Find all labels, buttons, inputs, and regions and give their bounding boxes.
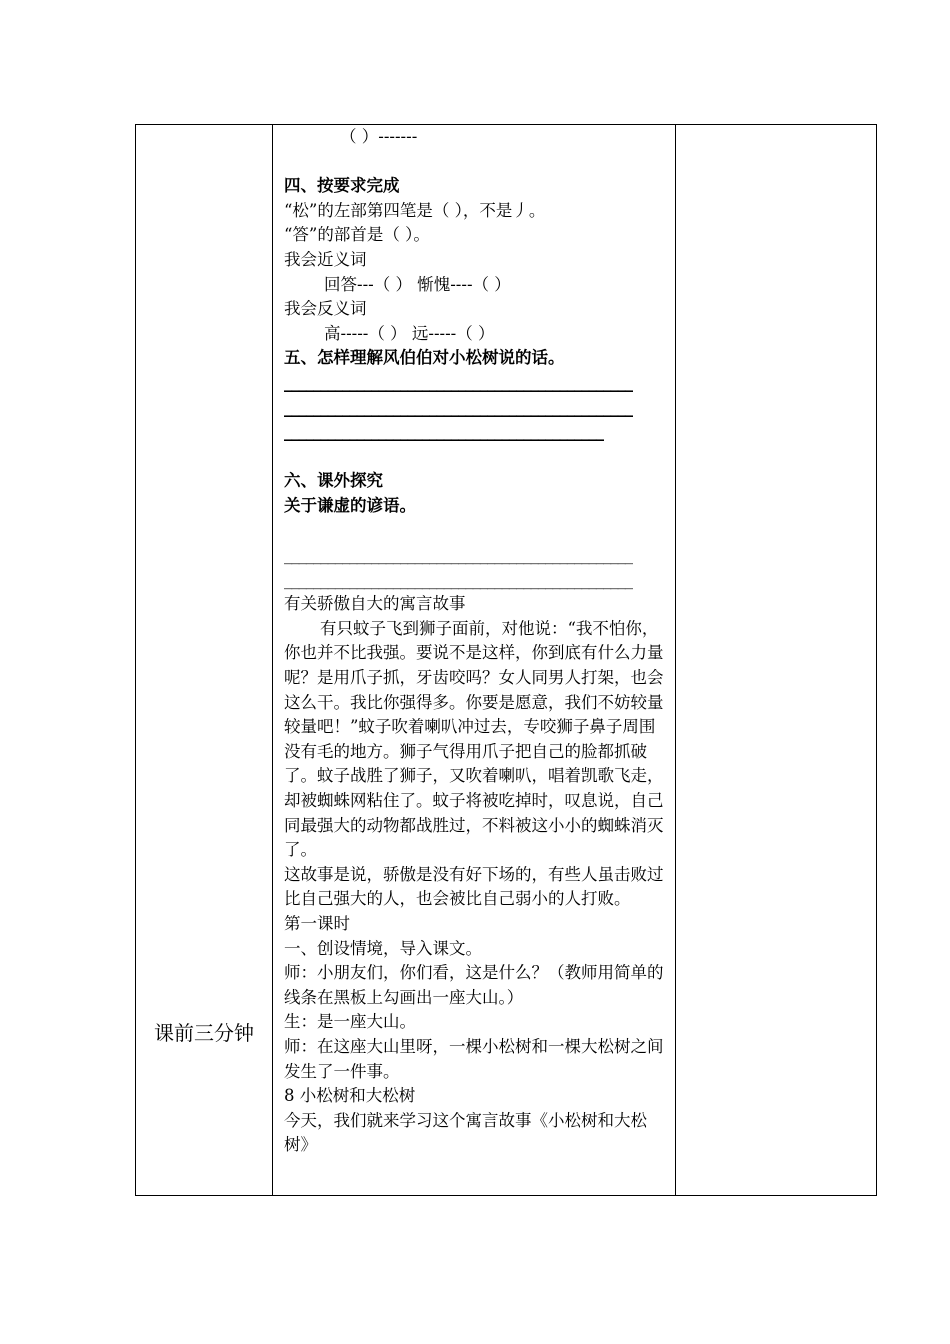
- blank-line: [284, 445, 668, 470]
- row-label: 课前三分钟: [154, 1021, 254, 1045]
- lesson-line: 生：是一座大山。: [284, 1012, 416, 1032]
- fable-paragraph: 有只蚊子飞到狮子面前，对他说：“我不怕你，你也并不比我强。要说不是这样，你到底有什么力量呢？是用爪子抓，牙齿咬吗？女人同男人打架，也会这么干。我比你强得多。你要是愿意，我们不妨较量较量吧！”蚊子吹着喇叭冲过去，专咬狮子鼻子周围没有毛的地方。狮子气得用爪子把自己的脸都抓破了。蚊子战胜了狮子，又吹着喇叭，唱着凯歌飞走，却被蜘蛛网粘住了。蚊子将被吃掉时，叹息说，自己同最强大的动物都战胜过，不料被这小小的蜘蛛消灭了。: [284, 618, 664, 860]
- lesson-line: 一、创设情境，导入课文。: [284, 938, 482, 958]
- answer-line: ____________________________________________: [284, 422, 603, 442]
- lesson-line: 师：小朋友们，你们看，这是什么？（教师用简单的线条在黑板上勾画出一座大山。）: [284, 963, 664, 1007]
- answer-line: ________________________________________________: [284, 545, 632, 565]
- exercise-line: 六、课外探究: [284, 471, 383, 491]
- fable-section: [284, 592, 668, 912]
- exercise-line: 我会近义词: [284, 249, 367, 269]
- lesson-line: 今天，我们就来学习这个寓言故事《小松树和大松树》: [284, 1110, 647, 1155]
- lesson-section: [284, 912, 668, 1158]
- blank-line: [284, 519, 668, 544]
- exercise-line: “答”的部首是（ ）。: [284, 225, 430, 245]
- exercise-line: 回答---（ ） 惭愧----（ ）: [324, 274, 511, 294]
- exercise-line: 五、怎样理解风伯伯对小松树说的话。: [284, 348, 565, 368]
- exercise-line: （ ）-------: [340, 127, 418, 146]
- exercise-line: “松”的左部第四笔是（ ），不是丿。: [284, 200, 546, 220]
- exercise-line: 四、按要求完成: [284, 176, 400, 196]
- exercise-line: 我会反义词: [284, 299, 367, 319]
- column-divider-right: [675, 125, 676, 1195]
- lesson-content: [284, 125, 668, 1158]
- lesson-line: 8 小松树和大松树: [284, 1086, 416, 1106]
- fable-title: 有关骄傲自大的寓言故事: [284, 594, 466, 614]
- lesson-line: 师：在这座大山里呀，一棵小松树和一棵大松树之间发生了一件事。: [284, 1036, 664, 1081]
- blank-line: [284, 150, 668, 175]
- exercise-lines: [284, 125, 668, 592]
- exercise-line: 高-----（ ） 远-----（ ）: [324, 323, 495, 343]
- column-divider-left: [272, 125, 273, 1195]
- answer-line: ________________________________________________: [284, 397, 632, 417]
- answer-line: ________________________________________________: [284, 372, 632, 392]
- lesson-table: [135, 124, 877, 1196]
- answer-line: ________________________________________________: [284, 569, 632, 589]
- lesson-line: 第一课时: [284, 914, 350, 933]
- exercise-line: 关于谦虚的谚语。: [284, 495, 416, 515]
- fable-moral: 这故事是说，骄傲是没有好下场的，有些人虽击败过比自己强大的人，也会被比自己弱小的人打败。: [284, 864, 664, 909]
